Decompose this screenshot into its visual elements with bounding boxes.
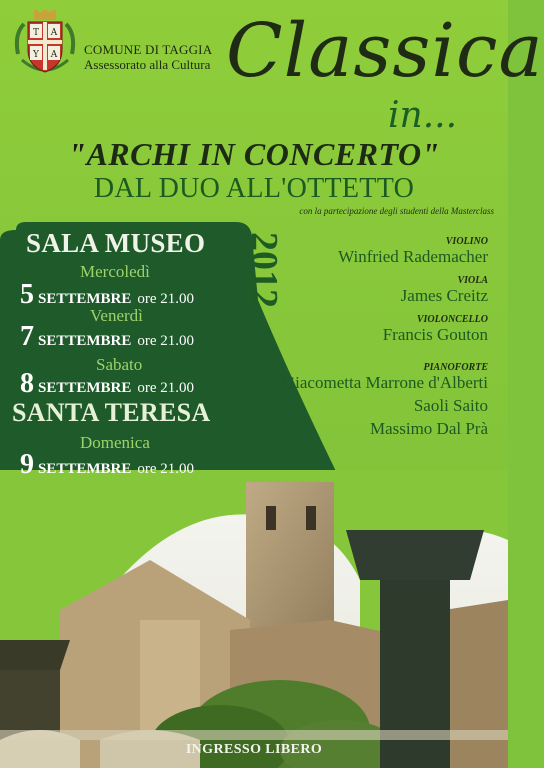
role-label: VIOLA: [457, 275, 488, 286]
performer-name: Francis Gouton: [382, 325, 488, 344]
performer-name: Winfried Rademacher: [338, 247, 488, 266]
date-number: 9: [20, 449, 34, 480]
date-row: [20, 321, 194, 353]
quote-open: ": [68, 136, 87, 172]
date-month: SETTEMBRE: [38, 461, 132, 477]
assessorato-name: Assessorato alla Cultura: [84, 57, 211, 72]
date-row: [20, 368, 194, 400]
date-time: ore 21.00: [137, 461, 195, 477]
event-title: [0, 136, 508, 173]
date-number: 7: [20, 321, 34, 352]
classica-title: Classica: [226, 8, 544, 94]
performer-violino: [338, 236, 488, 267]
year-label: 2012: [243, 232, 285, 308]
in-subtitle: in...: [388, 95, 458, 136]
comune-name: COMUNE DI TAGGIA: [84, 42, 213, 57]
venue-santa-teresa: SANTA TERESA: [12, 398, 211, 427]
performer-name: Giacometta Marrone d'Alberti: [282, 373, 488, 392]
crest-letter: A: [50, 28, 58, 38]
role-label: VIOLONCELLO: [416, 314, 488, 325]
coat-of-arms-icon: [14, 10, 76, 82]
performer-viola: [401, 275, 488, 306]
role-label: PIANOFORTE: [423, 362, 488, 373]
performer-name: James Creitz: [400, 286, 488, 305]
performer-pianoforte: [283, 362, 488, 439]
quote-close: ": [421, 136, 440, 172]
event-subtitle: DAL DUO ALL'OTTETTO: [93, 173, 415, 204]
date-month: SETTEMBRE: [38, 291, 132, 307]
performer-name: Saoli Saito: [413, 396, 488, 415]
venue-sala-museo: SALA MUSEO: [26, 228, 206, 258]
event-title-text: ARCHI IN CONCERTO: [86, 136, 422, 172]
ingresso-libero: INGRESSO LIBERO: [185, 742, 323, 757]
day-label: Venerdì: [90, 306, 143, 325]
role-label: VIOLINO: [445, 236, 488, 247]
date-number: 8: [20, 368, 34, 399]
comune-block: [84, 42, 212, 72]
date-time: ore 21.00: [137, 333, 195, 349]
crest-letter: T: [32, 28, 40, 38]
cloister-photo: [0, 470, 508, 768]
date-month: SETTEMBRE: [38, 380, 132, 396]
crest-letter: Y: [33, 50, 39, 60]
performer-violoncello: [383, 314, 488, 345]
partecipazione-note: con la partecipazione degli studenti della Masterclass: [299, 206, 494, 216]
date-time: ore 21.00: [137, 291, 195, 307]
day-label: Mercoledì: [80, 262, 150, 281]
day-label: Domenica: [80, 433, 150, 452]
date-time: ore 21.00: [137, 380, 195, 396]
day-label: Sabato: [96, 355, 143, 374]
crest-letter: A: [50, 50, 58, 60]
date-row: [20, 449, 194, 481]
performer-name: Massimo Dal Prà: [369, 419, 488, 438]
date-number: 5: [20, 279, 34, 310]
date-month: SETTEMBRE: [38, 333, 132, 349]
